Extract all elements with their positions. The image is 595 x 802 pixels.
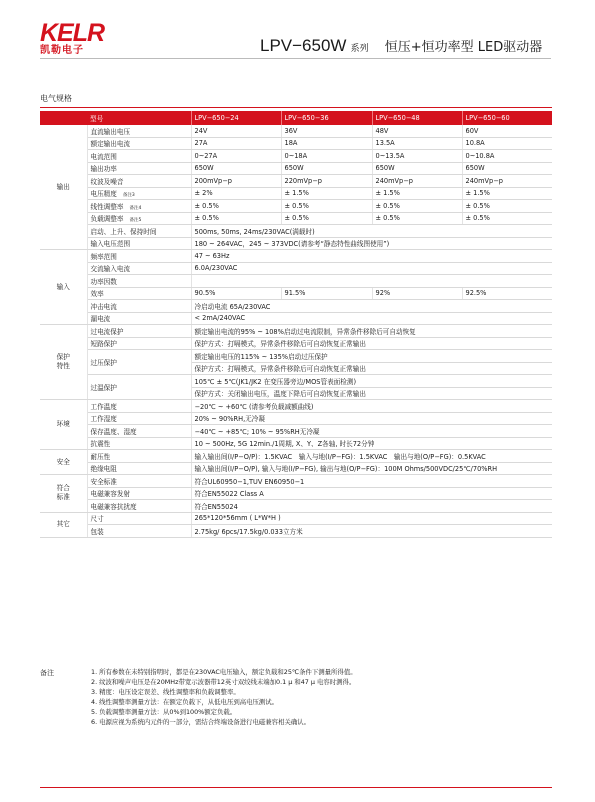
table-row [40, 200, 552, 213]
row-item: 直流输出电压 [87, 125, 191, 137]
page-title [260, 36, 542, 56]
row-item: 额定输出电流 [87, 137, 191, 150]
notes-label: 备注 [40, 669, 54, 677]
cell: 48V [372, 125, 462, 137]
row-item: 安全标准 [87, 475, 191, 488]
table-row [40, 350, 552, 363]
cell: ± 0.5% [372, 212, 462, 225]
cell: 92% [372, 287, 462, 300]
cell: 91.5% [281, 287, 372, 300]
cell-span: 47 ~ 63Hz [191, 250, 552, 263]
cell-span: 符合EN55024 [191, 500, 552, 513]
row-item: 工作温度 [87, 400, 191, 413]
cell: 650W [462, 162, 552, 175]
group-label: 保护 [56, 353, 70, 361]
cell-span: 符合UL60950−1,TUV EN60950−1 [191, 475, 552, 488]
cell: ± 0.5% [281, 200, 372, 213]
table-row [40, 462, 552, 475]
header-divider [40, 58, 551, 59]
row-item: 过温保护 [87, 375, 191, 400]
note-ref: 备注5 [129, 218, 142, 224]
table-row [40, 312, 552, 325]
cell-span: 265*120*56mm ( L*W*H ) [191, 512, 552, 525]
cell: ± 0.5% [372, 200, 462, 213]
cell: 240mVp−p [462, 175, 552, 188]
note-line: 3. 精度：电压设定误差、线性调整率和负载调整率。 [91, 687, 240, 696]
cell-span: 输入输出间(I/P−O/P)：1.5KVAC 输入与地(I/P−FG)：1.5KVAC 输出与地(O/P−FG)：0.5KVAC [191, 450, 552, 463]
row-item: 交流输入电流 [87, 262, 191, 275]
row-item: 抗震性 [87, 437, 191, 450]
row-item: 功率因数 [87, 275, 191, 288]
group-input: 输入 [40, 250, 87, 325]
cell: 36V [281, 125, 372, 137]
cell: 13.5A [372, 137, 462, 150]
cell-span: −40℃ ~ +85℃; 10% ~ 95%RH无冷凝 [191, 425, 552, 438]
cell: 650W [191, 162, 281, 175]
row-item: 短路保护 [87, 337, 191, 350]
model-48: LPV−650−48 [372, 111, 462, 125]
table-row [40, 300, 552, 313]
table-row [40, 400, 552, 413]
group-label: 特性 [56, 362, 70, 370]
table-row [40, 287, 552, 300]
cell-span: 6.0A/230VAC [191, 262, 552, 275]
product-subtitle: 恒压+恒功率型 LED驱动器 [384, 40, 543, 55]
group-protection [40, 325, 87, 400]
row-item: 包装 [87, 525, 191, 538]
row-item: 工作湿度 [87, 412, 191, 425]
cell: ± 0.5% [462, 200, 552, 213]
row-item [87, 212, 191, 225]
footer-rule [40, 787, 552, 788]
cell: 92.5% [462, 287, 552, 300]
cell: 60V [462, 125, 552, 137]
row-item: 过压保护 [87, 350, 191, 375]
spec-table [40, 111, 552, 538]
cell: 240mVp−p [372, 175, 462, 188]
row-item: 冲击电流 [87, 300, 191, 313]
table-row [40, 175, 552, 188]
cell-span: 保护方式：关闭输出电压，温度下降后可自动恢复正常输出 [191, 387, 552, 400]
cell-span: 180 ~ 264VAC，245 ~ 373VDC(请参考“静态特性曲线图使用”) [191, 237, 552, 250]
model-60: LPV−650−60 [462, 111, 552, 125]
row-item: 输出功率 [87, 162, 191, 175]
cell: 0~10.8A [462, 150, 552, 163]
cell: ± 0.5% [462, 212, 552, 225]
note-line: 5. 负载调整率测量方法：从0%到100%额定负载。 [91, 707, 237, 716]
cell: 220mVp−p [281, 175, 372, 188]
table-row [40, 325, 552, 338]
cell: ± 1.5% [462, 187, 552, 200]
table-row [40, 337, 552, 350]
cell-span: 保护方式：打嗝模式，异常条件移除后可自动恢复正常输出 [191, 337, 552, 350]
table-row [40, 262, 552, 275]
row-item: 纹波及噪音 [87, 175, 191, 188]
row-item [87, 187, 191, 200]
table-row [40, 150, 552, 163]
table-row [40, 525, 552, 538]
cell: ± 1.5% [281, 187, 372, 200]
row-item: 频率范围 [87, 250, 191, 263]
cell-span: 额定输出电压的115% ~ 135%启动过压保护 [191, 350, 552, 363]
cell-span: 105℃ ± 5℃(JK1/JK2 在变压器旁边/MOS管表面检测) [191, 375, 552, 388]
cell-span: 2.75kg/ 6pcs/17.5kg/0.033立方米 [191, 525, 552, 538]
table-row [40, 212, 552, 225]
row-item: 电磁兼容抗扰度 [87, 500, 191, 513]
cell: 0~18A [281, 150, 372, 163]
note-line: 2. 纹波和噪声电压是在20MHz带宽示波器带12英寸双绞线末端加0.1 μ 和47 μ 电容时测得。 [91, 677, 356, 686]
note-line: 1. 所有参数在未特别指明时，都是在230VAC电压输入，额定负载和25℃条件下测量所得值。 [91, 668, 357, 676]
row-item-label: 线性调整率 [90, 202, 124, 211]
table-row [40, 500, 552, 513]
row-item: 电流范围 [87, 150, 191, 163]
cell-span: 冷启动电流 65A/230VAC [191, 300, 552, 313]
cell: 24V [191, 125, 281, 137]
cell: 90.5% [191, 287, 281, 300]
cell: 650W [281, 162, 372, 175]
cell-span: 10 ~ 500Hz, 5G 12min./1周期, X、Y、Z各轴, 时长72分钟 [191, 437, 552, 450]
cell-span: 额定输出电流的95% ~ 108%启动过电流限制，异常条件移除后可自动恢复 [191, 325, 552, 338]
cell: 27A [191, 137, 281, 150]
cell: ± 2% [191, 187, 281, 200]
model-24: LPV−650−24 [191, 111, 281, 125]
table-row [40, 437, 552, 450]
row-item [87, 200, 191, 213]
cell-span: 输入输出间(I/P−O/P), 输入与地(I/P−FG), 输出与地(O/P−FG)：100M Ohms/500VDC/25℃/70%RH [191, 462, 552, 475]
cell: 18A [281, 137, 372, 150]
group-other: 其它 [40, 512, 87, 537]
group-label: 标准 [56, 493, 70, 502]
product-model: LPV−650W [260, 36, 347, 55]
cell-span: < 2mA/240VAC [191, 312, 552, 325]
table-row [40, 375, 552, 388]
table-row [40, 137, 552, 150]
cell: 10.8A [462, 137, 552, 150]
table-row [40, 425, 552, 438]
table-header-row [40, 111, 552, 125]
group-standards [40, 475, 87, 513]
model-header: 型号 [87, 111, 191, 125]
table-top-rule [40, 107, 552, 108]
cell-span: 保护方式：打嗝模式，异常条件移除后可自动恢复正常输出 [191, 362, 552, 375]
row-item: 效率 [87, 287, 191, 300]
table-row [40, 475, 552, 488]
row-item: 电磁兼容发射 [87, 487, 191, 500]
table-row [40, 450, 552, 463]
table-row [40, 250, 552, 263]
cell-span: 20% ~ 90%RH,无冷凝 [191, 412, 552, 425]
cell-span: −20℃ ~ +60℃ (请参考负载减额曲线) [191, 400, 552, 413]
table-row [40, 487, 552, 500]
notes-list [91, 668, 357, 727]
cell: ± 0.5% [191, 212, 281, 225]
series-label: 系列 [350, 44, 369, 54]
table-row [40, 225, 552, 238]
row-item-label: 负载调整率 [90, 215, 124, 224]
row-item: 启动、上升、保持时间 [87, 225, 191, 238]
note-ref: 备注4 [129, 205, 142, 211]
cell-span: 500ms, 50ms, 24ms/230VAC(满载时) [191, 225, 552, 238]
cell: 0~13.5A [372, 150, 462, 163]
row-item: 过电流保护 [87, 325, 191, 338]
section-title: 电气规格 [40, 94, 72, 103]
row-item: 尺寸 [87, 512, 191, 525]
table-row [40, 187, 552, 200]
cell: ± 1.5% [372, 187, 462, 200]
row-item: 输入电压范围 [87, 237, 191, 250]
row-item: 漏电流 [87, 312, 191, 325]
cell: ± 0.5% [191, 200, 281, 213]
table-row [40, 275, 552, 288]
row-item: 保存温度、湿度 [87, 425, 191, 438]
cell-span [191, 275, 552, 288]
row-item: 耐压性 [87, 450, 191, 463]
note-ref: 备注3 [122, 193, 135, 199]
cell-span: 符合EN55022 Class A [191, 487, 552, 500]
group-output: 输出 [40, 125, 87, 250]
group-environment: 环境 [40, 400, 87, 450]
cell: 0~27A [191, 150, 281, 163]
cell: 200mVp−p [191, 175, 281, 188]
cell: 650W [372, 162, 462, 175]
group-label: 符合 [56, 484, 70, 493]
logo-chinese-name: 凯勒电子 [40, 45, 84, 56]
logo-brand: KELR [40, 19, 105, 47]
table-row [40, 237, 552, 250]
row-item: 绝缘电阻 [87, 462, 191, 475]
table-row [40, 412, 552, 425]
model-36: LPV−650−36 [281, 111, 372, 125]
row-item-label: 电压精度 [90, 190, 117, 199]
note-line: 6. 电源应视为系统内元件的一部分，需结合终端设备进行电磁兼容相关确认。 [91, 717, 311, 726]
table-row [40, 125, 552, 137]
company-logo [40, 19, 110, 57]
table-row [40, 512, 552, 525]
group-safety: 安全 [40, 450, 87, 475]
cell: ± 0.5% [281, 212, 372, 225]
table-row [40, 162, 552, 175]
note-line: 4. 线性调整率测量方法：在额定负载下，从低电压到高电压测试。 [91, 697, 279, 706]
